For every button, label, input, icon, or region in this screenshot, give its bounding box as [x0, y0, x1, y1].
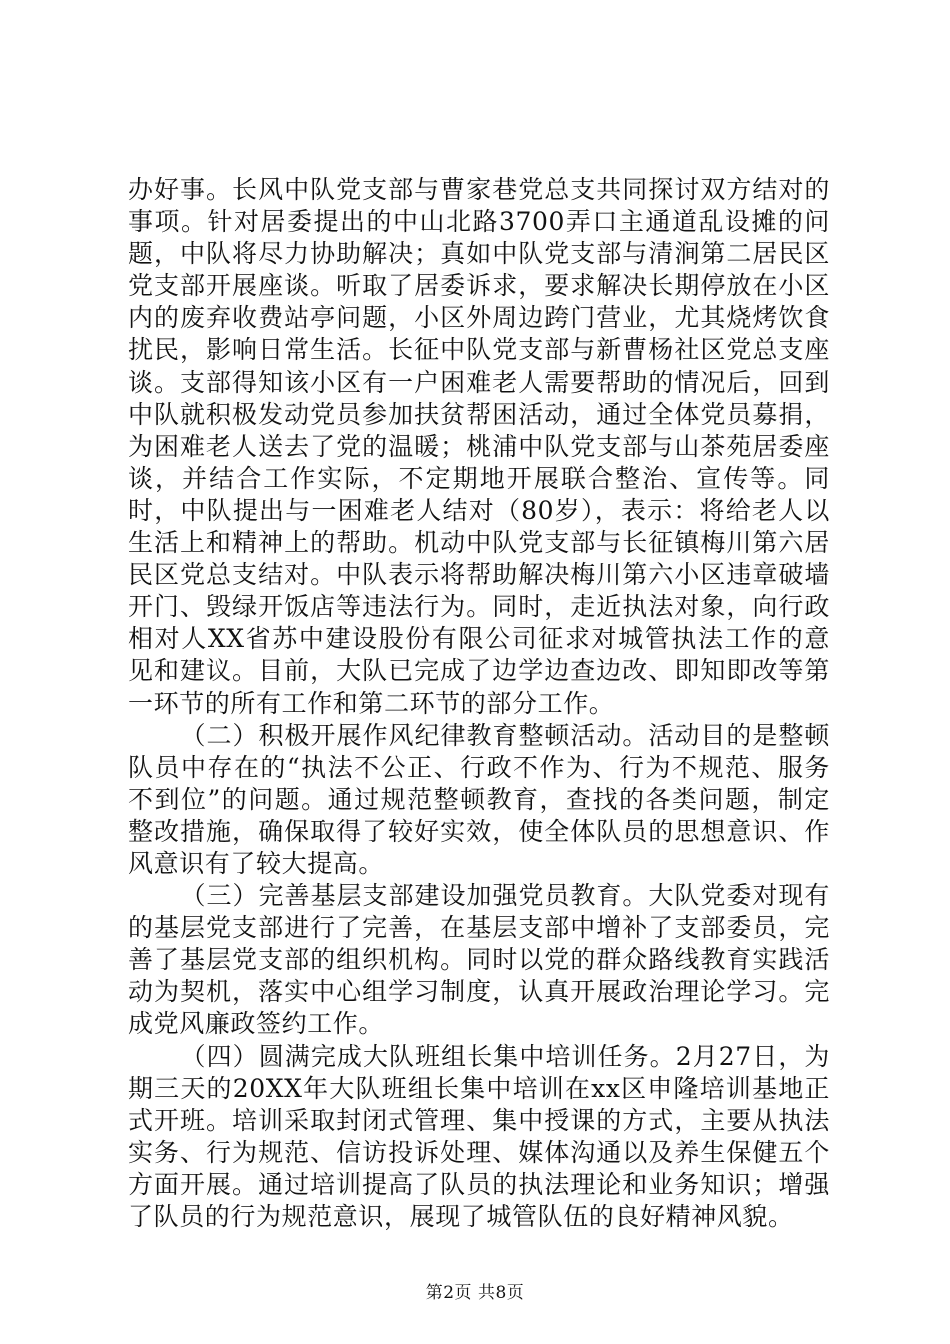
paragraph-3: （三）完善基层支部建设加强党员教育。大队党委对现有的基层党支部进行了完善，在基层支部中增补了支部委员，完善了基层党支部的组织机构。同时以党的群众路线教育实践活动为契机，落实中心组学习制度，认真开展政治理论学习。完成党风廉政签约工作。 — [128, 881, 830, 1039]
paragraph-1: 办好事。长风中队党支部与曹家巷党总支共同探讨双方结对的事项。针对居委提出的中山北路3700弄口主通道乱设摊的问题，中队将尽力协助解决；真如中队党支部与清涧第二居民区党支部开展座谈。听取了居委诉求，要求解决长期停放在小区内的废弃收费站亭问题，小区外周边跨门营业，尤其烧烤饮食扰民，影响日常生活。长征中队党支部与新曹杨社区党总支座谈。支部得知该小区有一户困难老人需要帮助的情况后，回到中队就积极发动党员参加扶贫帮困活动，通过全体党员募捐，为困难老人送去了党的温暖；桃浦中队党支部与山茶苑居委座谈，并结合工作实际，不定期地开展联合整治、宣传等。同时，中队提出与一困难老人结对（80岁），表示：将给老人以生活上和精神上的帮助。机动中队党支部与长征镇梅川第六居民区党总支结对。中队表示将帮助解决梅川第六小区违章破墙开门、毁绿开饭店等违法行为。同时，走近执法对象，向行政相对人XX省苏中建设股份有限公司征求对城管执法工作的意见和建议。目前，大队已完成了边学边查边改、即知即改等第一环节的所有工作和第二环节的部分工作。 — [128, 175, 830, 718]
page-number-label: 第2页 共8页 — [425, 1283, 525, 1303]
paragraph-2: （二）积极开展作风纪律教育整顿活动。活动目的是整顿队员中存在的“执法不公正、行政不作为、行为不规范、服务不到位”的问题。通过规范整顿教育，查找的各类问题，制定整改措施，确保取得了较好实效，使全体队员的思想意识、作风意识有了较大提高。 — [128, 720, 830, 878]
paragraph-4: （四）圆满完成大队班组长集中培训任务。2月27日，为期三天的20XX年大队班组长集中培训在xx区申隆培训基地正式开班。培训采取封闭式管理、集中授课的方式，主要从执法实务、行为规范、信访投诉处理、媒体沟通以及养生保健五个方面开展。通过培训提高了队员的执法理论和业务知识；增强了队员的行为规范意识，展现了城管队伍的良好精神风貌。 — [128, 1041, 830, 1231]
document-body — [128, 174, 830, 1233]
page-footer — [0, 1282, 950, 1304]
